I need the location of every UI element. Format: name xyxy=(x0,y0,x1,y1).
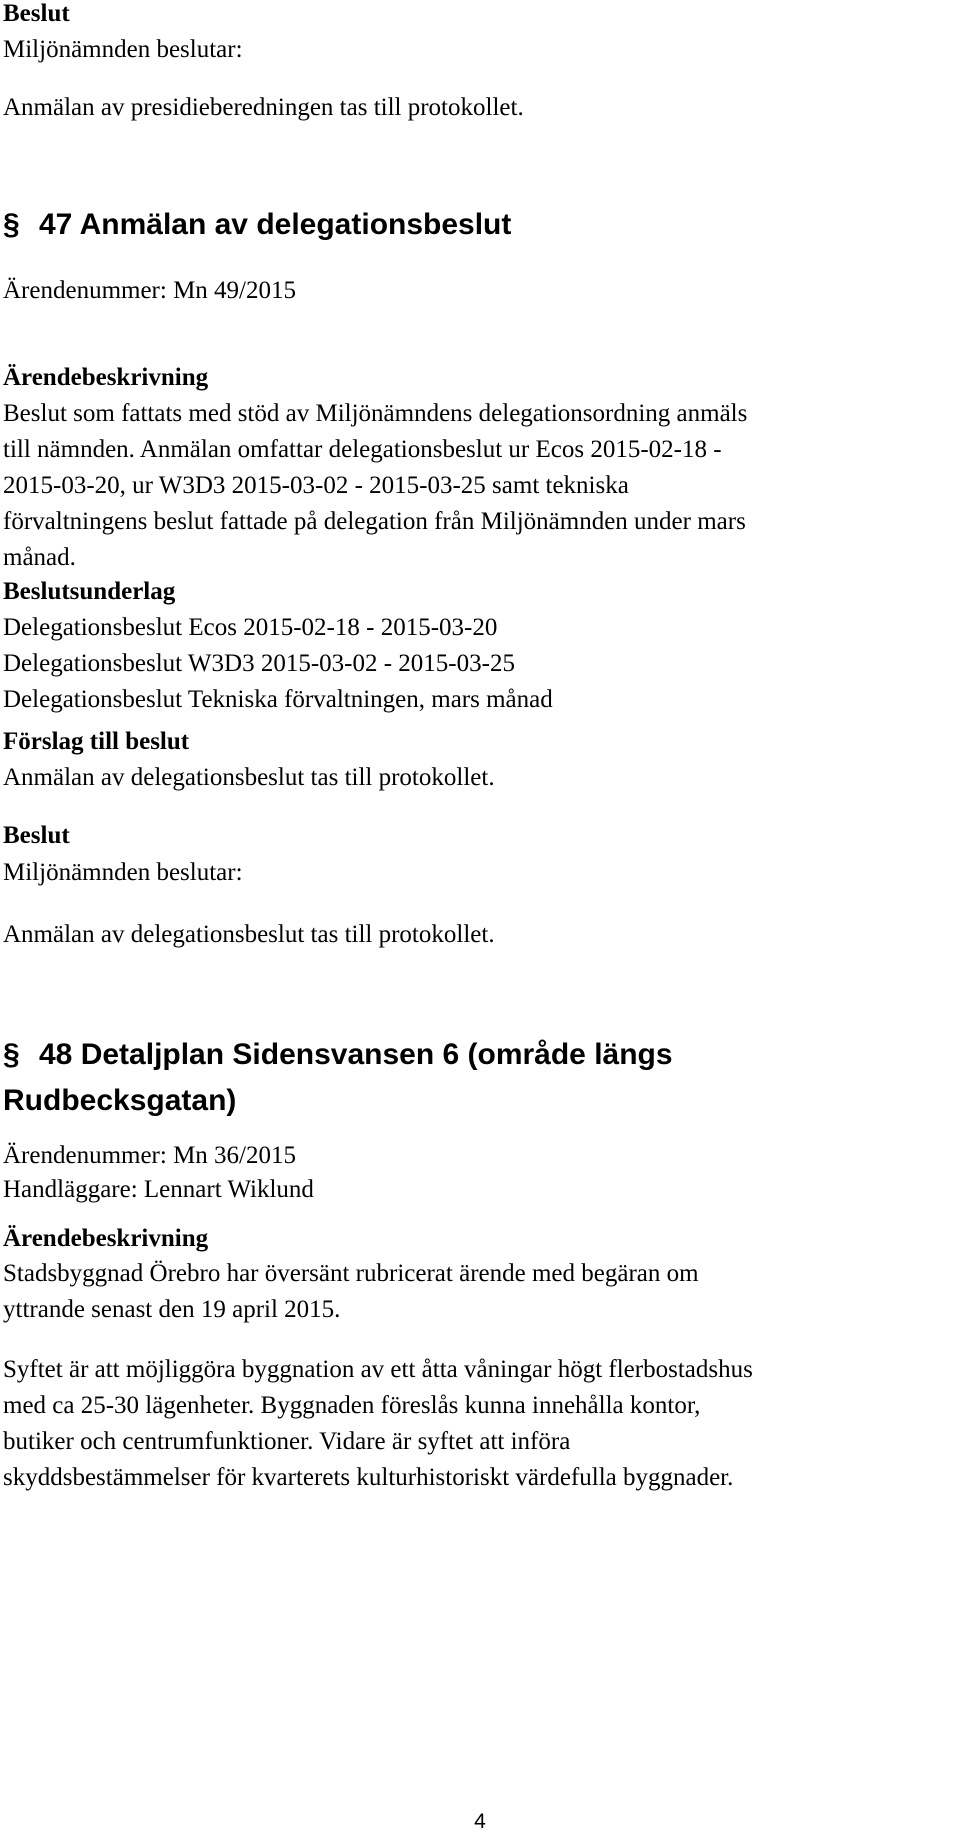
section-48-heading xyxy=(3,1032,673,1124)
beslutsunderlag-heading: Beslutsunderlag xyxy=(3,578,176,605)
beslutsunderlag-list xyxy=(3,610,553,718)
beslut-heading-top: Beslut xyxy=(3,0,70,27)
text-line: till nämnden. Anmälan omfattar delegationsbeslut ur Ecos 2015-02-18 - xyxy=(3,436,722,463)
arendebeskrivning-heading-47: Ärendebeskrivning xyxy=(3,364,209,391)
forslag-text: Anmälan av delegationsbeslut tas till protokollet. xyxy=(3,764,495,791)
forslag-heading: Förslag till beslut xyxy=(3,728,190,755)
arendebeskrivning-text-47 xyxy=(3,396,747,576)
text-line: 2015-03-20, ur W3D3 2015-03-02 - 2015-03-25 samt tekniska xyxy=(3,472,629,499)
text-line: Syftet är att möjliggöra byggnation av ett åtta våningar högt flerbostadshus xyxy=(3,1356,753,1383)
arendebeskrivning-para2-48 xyxy=(3,1352,753,1496)
section-48-title-line1: 48 Detaljplan Sidensvansen 6 (område längs xyxy=(39,1038,673,1071)
handlaggare: Handläggare: Lennart Wiklund xyxy=(3,1176,314,1203)
arendenummer-47: Ärendenummer: Mn 49/2015 xyxy=(3,277,297,304)
text-line: Stadsbyggnad Örebro har översänt rubricerat ärende med begäran om xyxy=(3,1260,699,1287)
text-line: skyddsbestämmelser för kvarterets kulturhistoriskt värdefulla byggnader. xyxy=(3,1464,734,1491)
text-line: yttrande senast den 19 april 2015. xyxy=(3,1296,341,1323)
section-47-title: 47 Anmälan av delegationsbeslut xyxy=(39,208,512,241)
text-line: med ca 25-30 lägenheter. Byggnaden föreslås kunna innehålla kontor, xyxy=(3,1392,701,1419)
section-mark: § xyxy=(3,1038,20,1071)
text-line: förvaltningens beslut fattade på delegation från Miljönämnden under mars xyxy=(3,508,746,535)
text-line: Beslut som fattats med stöd av Miljönämndens delegationsordning anmäls xyxy=(3,400,748,427)
page-number: 4 xyxy=(474,1810,486,1833)
arendebeskrivning-heading-48: Ärendebeskrivning xyxy=(3,1225,209,1252)
beslutar-label-top: Miljönämnden beslutar: xyxy=(3,36,243,63)
section-47-heading xyxy=(3,202,511,248)
beslutar-label-47: Miljönämnden beslutar: xyxy=(3,859,243,886)
section-48-title-line2: Rudbecksgatan) xyxy=(3,1084,237,1117)
underlag-item: Delegationsbeslut Tekniska förvaltningen, mars månad xyxy=(3,686,553,713)
underlag-item: Delegationsbeslut W3D3 2015-03-02 - 2015-03-25 xyxy=(3,650,515,677)
decision-text-top: Anmälan av presidieberedningen tas till protokollet. xyxy=(3,94,524,121)
underlag-item: Delegationsbeslut Ecos 2015-02-18 - 2015-03-20 xyxy=(3,614,498,641)
section-mark: § xyxy=(3,208,20,241)
text-line: månad. xyxy=(3,544,76,571)
decision-text-47: Anmälan av delegationsbeslut tas till protokollet. xyxy=(3,921,495,948)
arendebeskrivning-para1-48 xyxy=(3,1256,699,1328)
beslut-heading-47: Beslut xyxy=(3,822,70,849)
arendenummer-48: Ärendenummer: Mn 36/2015 xyxy=(3,1142,297,1169)
text-line: butiker och centrumfunktioner. Vidare är syftet att införa xyxy=(3,1428,571,1455)
